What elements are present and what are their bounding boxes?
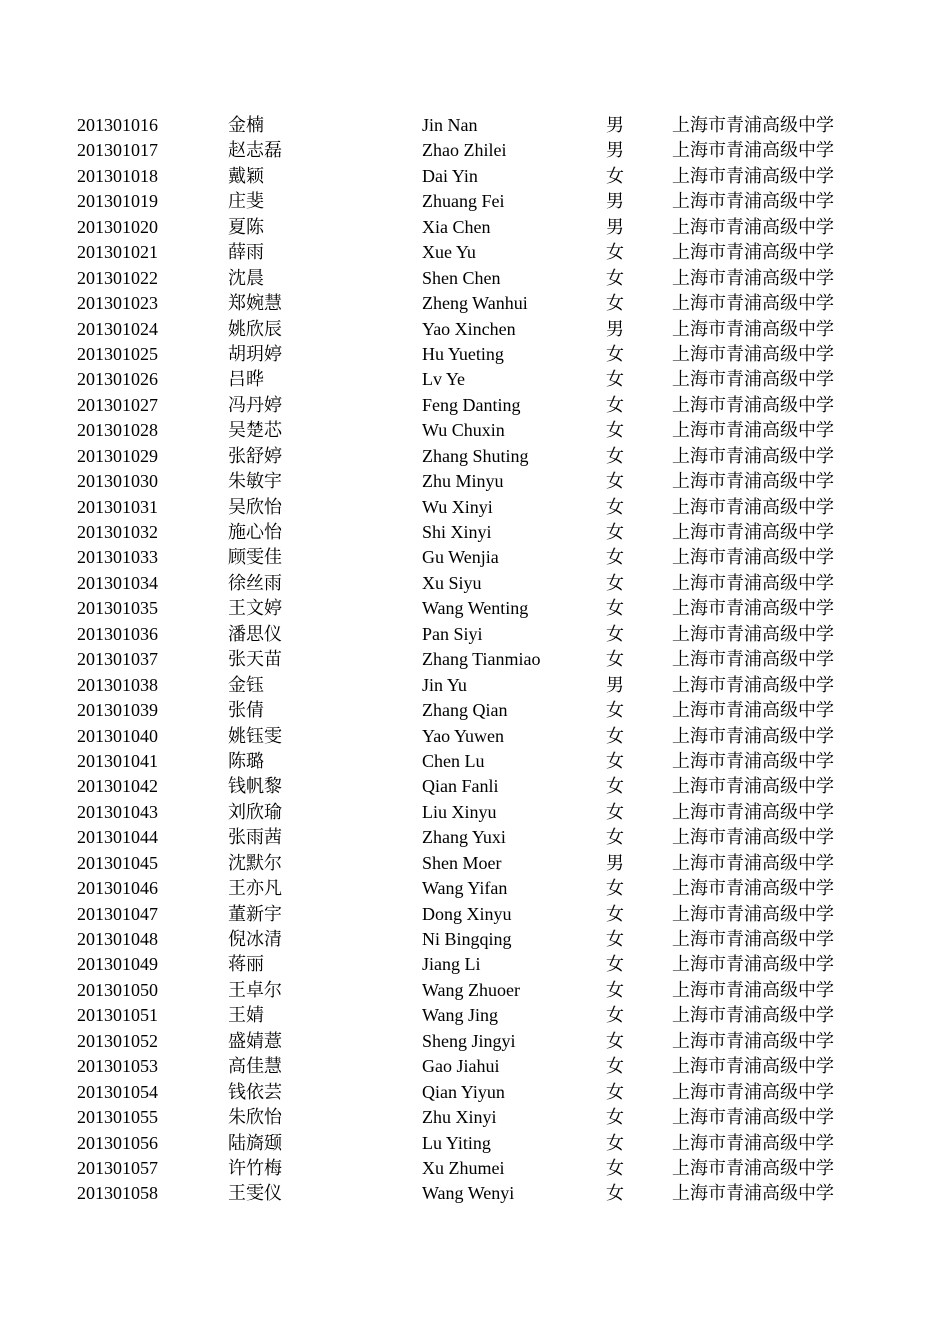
student-gender: 女 (606, 929, 624, 949)
student-name-chinese: 高佳慧 (228, 1056, 282, 1077)
student-gender: 女 (606, 700, 624, 721)
student-name-pinyin: Zhuang Fei (422, 191, 505, 212)
roster-row (0, 393, 950, 418)
student-name-pinyin: Pan Siyi (422, 623, 483, 644)
student-name-chinese: 吴欣怡 (228, 496, 282, 517)
student-gender: 女 (606, 522, 624, 542)
roster-row (0, 673, 950, 698)
student-name-pinyin: Yao Xinchen (422, 318, 516, 339)
roster-row (0, 291, 950, 316)
roster-row (0, 342, 950, 367)
student-name-pinyin: Yao Yuwen (422, 725, 505, 746)
roster-row (0, 240, 950, 265)
student-id: 201301055 (77, 1107, 158, 1128)
roster-row (0, 1054, 950, 1079)
student-roster (0, 113, 950, 1207)
student-school: 上海市青浦高级中学 (672, 954, 834, 975)
student-gender: 男 (606, 140, 624, 161)
student-id: 201301037 (77, 649, 158, 670)
roster-row (0, 1131, 950, 1156)
roster-row (0, 724, 950, 749)
roster-row (0, 1003, 950, 1028)
student-name-chinese: 施心怡 (228, 522, 282, 542)
student-gender: 女 (606, 293, 624, 314)
student-school: 上海市青浦高级中学 (672, 1005, 834, 1026)
student-id: 201301043 (77, 801, 158, 822)
student-name-chinese: 钱帆黎 (228, 776, 282, 797)
student-name-chinese: 倪冰清 (228, 929, 282, 949)
student-school: 上海市青浦高级中学 (672, 267, 834, 288)
student-school: 上海市青浦高级中学 (672, 165, 834, 186)
student-id: 201301021 (77, 242, 158, 263)
student-gender: 男 (606, 191, 624, 212)
student-school: 上海市青浦高级中学 (672, 369, 834, 390)
student-gender: 女 (606, 1107, 624, 1128)
student-id: 201301048 (77, 929, 158, 949)
student-name-pinyin: Jin Nan (422, 115, 478, 135)
roster-row (0, 1080, 950, 1105)
roster-row (0, 647, 950, 672)
student-name-pinyin: Dong Xinyu (422, 903, 512, 924)
student-school: 上海市青浦高级中学 (672, 318, 834, 339)
student-name-pinyin: Zhu Xinyi (422, 1107, 497, 1128)
student-id: 201301042 (77, 776, 158, 797)
student-gender: 女 (606, 827, 624, 848)
roster-row (0, 851, 950, 876)
student-id: 201301017 (77, 140, 158, 161)
student-name-pinyin: Hu Yueting (422, 343, 504, 364)
student-name-pinyin: Shi Xinyi (422, 522, 492, 542)
student-name-chinese: 徐丝雨 (228, 572, 282, 593)
student-school: 上海市青浦高级中学 (672, 140, 834, 161)
student-id: 201301032 (77, 522, 158, 542)
student-school: 上海市青浦高级中学 (672, 1157, 834, 1178)
student-id: 201301056 (77, 1132, 158, 1153)
student-gender: 男 (606, 216, 624, 237)
roster-row (0, 800, 950, 825)
student-id: 201301023 (77, 293, 158, 314)
student-gender: 男 (606, 852, 624, 873)
roster-row (0, 317, 950, 342)
roster-row (0, 622, 950, 647)
student-name-chinese: 张倩 (228, 700, 264, 721)
student-id: 201301057 (77, 1157, 158, 1178)
student-id: 201301024 (77, 318, 158, 339)
roster-row (0, 520, 950, 545)
student-name-chinese: 王亦凡 (228, 878, 282, 899)
student-gender: 女 (606, 394, 624, 415)
student-name-pinyin: Liu Xinyu (422, 801, 497, 822)
student-id: 201301049 (77, 954, 158, 975)
student-school: 上海市青浦高级中学 (672, 547, 834, 568)
student-name-chinese: 陈璐 (228, 750, 264, 771)
roster-row (0, 189, 950, 214)
student-id: 201301045 (77, 852, 158, 873)
roster-row (0, 113, 950, 138)
student-gender: 女 (606, 547, 624, 568)
student-gender: 女 (606, 572, 624, 593)
student-gender: 女 (606, 1005, 624, 1026)
student-id: 201301031 (77, 496, 158, 517)
student-name-pinyin: Zhang Yuxi (422, 827, 506, 848)
student-id: 201301025 (77, 343, 158, 364)
student-name-chinese: 姚欣辰 (228, 318, 282, 339)
student-school: 上海市青浦高级中学 (672, 394, 834, 415)
student-name-chinese: 许竹梅 (228, 1157, 282, 1178)
student-school: 上海市青浦高级中学 (672, 1030, 834, 1051)
roster-row (0, 774, 950, 799)
student-id: 201301044 (77, 827, 158, 848)
student-school: 上海市青浦高级中学 (672, 1132, 834, 1153)
student-gender: 女 (606, 776, 624, 797)
student-id: 201301020 (77, 216, 158, 237)
student-school: 上海市青浦高级中学 (672, 216, 834, 237)
student-school: 上海市青浦高级中学 (672, 496, 834, 517)
student-gender: 女 (606, 1081, 624, 1102)
student-name-chinese: 庄斐 (228, 191, 264, 212)
student-gender: 女 (606, 1183, 624, 1204)
student-gender: 女 (606, 750, 624, 771)
student-school: 上海市青浦高级中学 (672, 242, 834, 263)
student-name-chinese: 钱依芸 (228, 1081, 282, 1102)
student-name-pinyin: Wu Xinyi (422, 496, 493, 517)
student-name-pinyin: Wang Zhuoer (422, 979, 521, 1000)
student-school: 上海市青浦高级中学 (672, 929, 834, 949)
student-school: 上海市青浦高级中学 (672, 191, 834, 212)
student-school: 上海市青浦高级中学 (672, 293, 834, 314)
student-name-chinese: 张天苗 (228, 649, 282, 670)
student-name-chinese: 郑婉慧 (228, 293, 282, 314)
student-gender: 女 (606, 369, 624, 390)
student-name-pinyin: Wu Chuxin (422, 420, 505, 441)
roster-row (0, 698, 950, 723)
student-id: 201301047 (77, 903, 158, 924)
student-id: 201301058 (77, 1183, 158, 1204)
student-school: 上海市青浦高级中学 (672, 674, 834, 695)
student-name-chinese: 盛婧薏 (228, 1030, 282, 1051)
student-school: 上海市青浦高级中学 (672, 471, 834, 492)
student-name-pinyin: Sheng Jingyi (422, 1030, 516, 1051)
student-id: 201301030 (77, 471, 158, 492)
student-gender: 女 (606, 1157, 624, 1178)
roster-row (0, 927, 950, 952)
student-name-chinese: 赵志磊 (228, 140, 282, 161)
student-gender: 女 (606, 725, 624, 746)
student-name-pinyin: Shen Moer (422, 852, 502, 873)
student-school: 上海市青浦高级中学 (672, 776, 834, 797)
student-id: 201301041 (77, 750, 158, 771)
student-school: 上海市青浦高级中学 (672, 979, 834, 1000)
student-gender: 女 (606, 471, 624, 492)
student-name-chinese: 张雨茜 (228, 827, 282, 848)
student-school: 上海市青浦高级中学 (672, 1183, 834, 1204)
roster-row (0, 444, 950, 469)
student-gender: 女 (606, 801, 624, 822)
student-id: 201301029 (77, 445, 158, 466)
student-name-chinese: 刘欣瑜 (228, 801, 282, 822)
student-gender: 女 (606, 420, 624, 441)
student-school: 上海市青浦高级中学 (672, 827, 834, 848)
student-gender: 女 (606, 979, 624, 1000)
student-school: 上海市青浦高级中学 (672, 1056, 834, 1077)
student-school: 上海市青浦高级中学 (672, 903, 834, 924)
student-name-pinyin: Gao Jiahui (422, 1056, 500, 1077)
roster-row (0, 876, 950, 901)
roster-row (0, 545, 950, 570)
student-name-pinyin: Lu Yiting (422, 1132, 491, 1153)
student-name-pinyin: Dai Yin (422, 165, 478, 186)
student-name-chinese: 王文婷 (228, 598, 282, 619)
student-gender: 女 (606, 242, 624, 263)
student-name-pinyin: Zhang Shuting (422, 445, 529, 466)
student-id: 201301033 (77, 547, 158, 568)
student-gender: 女 (606, 598, 624, 619)
student-name-pinyin: Zhang Tianmiao (422, 649, 541, 670)
student-school: 上海市青浦高级中学 (672, 649, 834, 670)
student-name-chinese: 戴颖 (228, 165, 264, 186)
student-id: 201301027 (77, 394, 158, 415)
student-name-chinese: 潘思仪 (228, 623, 282, 644)
student-gender: 女 (606, 343, 624, 364)
student-gender: 男 (606, 115, 624, 135)
student-name-chinese: 王雯仪 (228, 1183, 282, 1204)
student-school: 上海市青浦高级中学 (672, 878, 834, 899)
student-name-pinyin: Ni Bingqing (422, 929, 512, 949)
student-name-pinyin: Lv Ye (422, 369, 466, 390)
student-id: 201301028 (77, 420, 158, 441)
student-school: 上海市青浦高级中学 (672, 725, 834, 746)
student-school: 上海市青浦高级中学 (672, 852, 834, 873)
student-name-chinese: 王卓尔 (228, 979, 282, 1000)
student-school: 上海市青浦高级中学 (672, 343, 834, 364)
student-id: 201301038 (77, 674, 158, 695)
roster-row (0, 164, 950, 189)
student-name-chinese: 姚钰雯 (228, 725, 282, 746)
student-id: 201301036 (77, 623, 158, 644)
student-school: 上海市青浦高级中学 (672, 801, 834, 822)
student-name-chinese: 朱欣怡 (228, 1107, 282, 1128)
student-name-chinese: 陆旖颋 (228, 1132, 282, 1153)
student-gender: 女 (606, 649, 624, 670)
student-name-chinese: 金楠 (228, 115, 264, 135)
roster-row (0, 749, 950, 774)
student-name-chinese: 董新宇 (228, 903, 282, 924)
student-name-chinese: 沈默尔 (228, 852, 282, 873)
roster-row (0, 469, 950, 494)
student-name-pinyin: Gu Wenjia (422, 547, 499, 568)
student-name-pinyin: Qian Yiyun (422, 1081, 505, 1102)
student-gender: 女 (606, 496, 624, 517)
roster-row (0, 367, 950, 392)
roster-row (0, 596, 950, 621)
student-gender: 女 (606, 954, 624, 975)
student-id: 201301034 (77, 572, 158, 593)
student-gender: 女 (606, 623, 624, 644)
roster-row (0, 1181, 950, 1206)
student-school: 上海市青浦高级中学 (672, 1107, 834, 1128)
student-name-pinyin: Jin Yu (422, 674, 467, 695)
student-name-pinyin: Zheng Wanhui (422, 293, 528, 314)
student-id: 201301046 (77, 878, 158, 899)
student-name-chinese: 冯丹婷 (228, 394, 282, 415)
student-name-chinese: 金钰 (228, 674, 264, 695)
student-name-chinese: 张舒婷 (228, 445, 282, 466)
student-school: 上海市青浦高级中学 (672, 115, 834, 135)
roster-row (0, 902, 950, 927)
student-name-chinese: 吕晔 (228, 369, 264, 390)
student-name-chinese: 王婧 (228, 1005, 264, 1026)
student-name-pinyin: Zhu Minyu (422, 471, 504, 492)
student-name-chinese: 蒋丽 (228, 954, 264, 975)
student-name-pinyin: Xia Chen (422, 216, 491, 237)
student-name-pinyin: Xu Siyu (422, 572, 482, 593)
student-gender: 男 (606, 318, 624, 339)
student-name-pinyin: Xu Zhumei (422, 1157, 505, 1178)
student-id: 201301016 (77, 115, 158, 135)
student-school: 上海市青浦高级中学 (672, 700, 834, 721)
student-name-pinyin: Zhang Qian (422, 700, 508, 721)
student-name-pinyin: Qian Fanli (422, 776, 499, 797)
roster-row (0, 1156, 950, 1181)
roster-row (0, 495, 950, 520)
student-school: 上海市青浦高级中学 (672, 1081, 834, 1102)
roster-row (0, 571, 950, 596)
student-id: 201301026 (77, 369, 158, 390)
student-id: 201301054 (77, 1081, 158, 1102)
roster-row (0, 418, 950, 443)
roster-row (0, 952, 950, 977)
student-gender: 男 (606, 674, 624, 695)
student-gender: 女 (606, 903, 624, 924)
student-id: 201301053 (77, 1056, 158, 1077)
student-name-pinyin: Wang Jing (422, 1005, 499, 1026)
student-id: 201301018 (77, 165, 158, 186)
student-gender: 女 (606, 267, 624, 288)
student-id: 201301019 (77, 191, 158, 212)
student-id: 201301040 (77, 725, 158, 746)
student-id: 201301050 (77, 979, 158, 1000)
student-name-pinyin: Xue Yu (422, 242, 476, 263)
student-name-chinese: 胡玥婷 (228, 343, 282, 364)
student-gender: 女 (606, 878, 624, 899)
roster-row (0, 825, 950, 850)
student-name-chinese: 朱敏宇 (228, 471, 282, 492)
roster-row (0, 978, 950, 1003)
student-gender: 女 (606, 1056, 624, 1077)
roster-row (0, 266, 950, 291)
student-name-chinese: 薛雨 (228, 242, 264, 263)
student-id: 201301051 (77, 1005, 158, 1026)
roster-row (0, 1029, 950, 1054)
student-school: 上海市青浦高级中学 (672, 522, 834, 542)
student-id: 201301039 (77, 700, 158, 721)
student-name-pinyin: Feng Danting (422, 394, 521, 415)
student-gender: 女 (606, 1132, 624, 1153)
student-name-pinyin: Wang Yifan (422, 878, 508, 899)
student-name-pinyin: Wang Wenting (422, 598, 529, 619)
student-name-pinyin: Jiang Li (422, 954, 481, 975)
student-name-pinyin: Wang Wenyi (422, 1183, 515, 1204)
student-school: 上海市青浦高级中学 (672, 750, 834, 771)
student-school: 上海市青浦高级中学 (672, 598, 834, 619)
student-name-pinyin: Chen Lu (422, 750, 485, 771)
roster-row (0, 1105, 950, 1130)
student-name-pinyin: Zhao Zhilei (422, 140, 507, 161)
student-id: 201301052 (77, 1030, 158, 1051)
student-name-pinyin: Shen Chen (422, 267, 501, 288)
student-id: 201301022 (77, 267, 158, 288)
student-name-chinese: 吴楚芯 (228, 420, 282, 441)
student-name-chinese: 顾雯佳 (228, 547, 282, 568)
student-school: 上海市青浦高级中学 (672, 572, 834, 593)
student-school: 上海市青浦高级中学 (672, 420, 834, 441)
student-name-chinese: 夏陈 (228, 216, 264, 237)
student-gender: 女 (606, 165, 624, 186)
roster-row (0, 138, 950, 163)
student-id: 201301035 (77, 598, 158, 619)
student-name-chinese: 沈晨 (228, 267, 264, 288)
student-gender: 女 (606, 445, 624, 466)
student-school: 上海市青浦高级中学 (672, 623, 834, 644)
student-school: 上海市青浦高级中学 (672, 445, 834, 466)
student-gender: 女 (606, 1030, 624, 1051)
roster-row (0, 215, 950, 240)
